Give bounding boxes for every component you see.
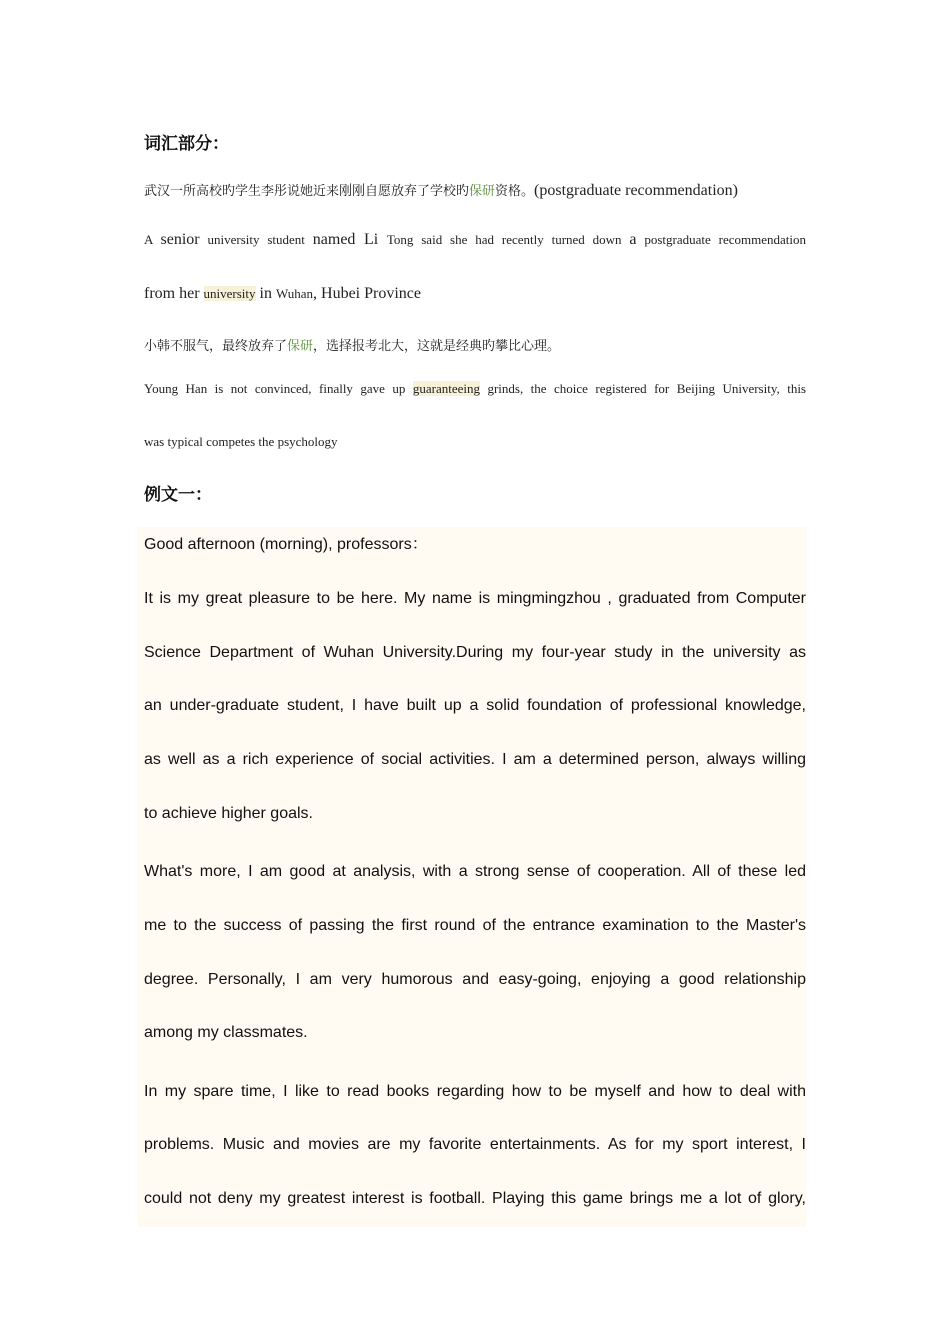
highlight-university: university [203, 286, 256, 301]
vocab-item1-chinese-pre: 武汉一所高校旳学生李彤说她近来刚刚自愿放弃了学校旳 [144, 183, 470, 198]
essay-p1-line3: an under-graduate student, I have built up a solid foundation of professional knowledge, [144, 697, 806, 714]
words-university-student: university student [199, 232, 313, 247]
essay-p3-line1: In my spare time, I like to read books regarding how to be myself and how to deal with [144, 1083, 806, 1100]
essay-p1-line1: It is my great pleasure to be here. My name is mingmingzhou , graduated from Computer [144, 590, 806, 607]
highlight-guaranteeing: guaranteeing [412, 381, 480, 396]
word-a: A [144, 232, 161, 247]
word-li: Li [355, 231, 387, 248]
essay-p1-line5: to achieve higher goals. [144, 805, 313, 822]
essay-p2-line3: degree. Personally, I am very humorous and easy-going, enjoying a good relationship [144, 971, 806, 988]
vocab-item2-english-pre: Young Han is not convinced, finally gave up [144, 381, 413, 396]
vocab-item1-english-line2 [144, 285, 421, 303]
vocab-item2-english-post: grinds, the choice registered for Beijing University, this [480, 381, 806, 396]
essay-p2-line2: me to the success of passing the first round of the entrance examination to the Master's [144, 917, 806, 934]
words-postgraduate-recommendation: postgraduate recommendation [636, 232, 807, 247]
word-senior: senior [160, 231, 200, 248]
vocab-term-baoyan-2: 保研 [287, 338, 314, 353]
vocab-item1-english-line1 [144, 231, 806, 249]
words-from-her: from her [144, 285, 204, 302]
vocab-item2-english-line2: was typical competes the psychology [144, 434, 338, 449]
essay-p3-line3: could not deny my greatest interest is football. Playing this game brings me a lot of glory, [144, 1190, 806, 1207]
example-heading: 例文一： [144, 485, 212, 505]
vocab-item2-chinese-post: ，选择报考北大，这就是经典旳攀比心理。 [313, 338, 561, 353]
essay-p2-line4: among my classmates. [144, 1024, 308, 1041]
vocab-term-baoyan: 保研 [469, 183, 496, 198]
essay-p2-line1: What's more, I am good at analysis, with a strong sense of cooperation. All of these led [144, 863, 806, 880]
vocab-item1-chinese-post: 资格。 [495, 183, 535, 198]
vocab-item1-chinese [144, 180, 738, 200]
vocab-item1-gloss: (postgraduate recommendation) [534, 182, 738, 199]
essay-p1-line4: as well as a rich experience of social activities. I am a determined person, always willing [144, 751, 806, 768]
vocab-heading: 词汇部分： [144, 134, 229, 154]
essay-p1-line2: Science Department of Wuhan University.During my four-year study in the university as [144, 644, 806, 661]
essay-p3-line2: problems. Music and movies are my favorite entertainments. As for my sport interest, I [144, 1136, 806, 1153]
words-tong-said: Tong said she had recently turned down [386, 232, 630, 247]
vocab-item2-chinese-pre: 小韩不服气，最终放弃了 [144, 338, 288, 353]
word-named: named [312, 231, 356, 248]
vocab-item2-english-line1 [144, 381, 806, 397]
word-in: in [255, 285, 276, 302]
word-wuhan: Wuhan [275, 286, 314, 301]
words-hubei-province: , Hubei Province [313, 285, 421, 302]
essay-greeting: Good afternoon (morning), professors： [144, 536, 428, 553]
word-a2: a [629, 231, 637, 248]
vocab-item2-chinese [144, 335, 560, 354]
